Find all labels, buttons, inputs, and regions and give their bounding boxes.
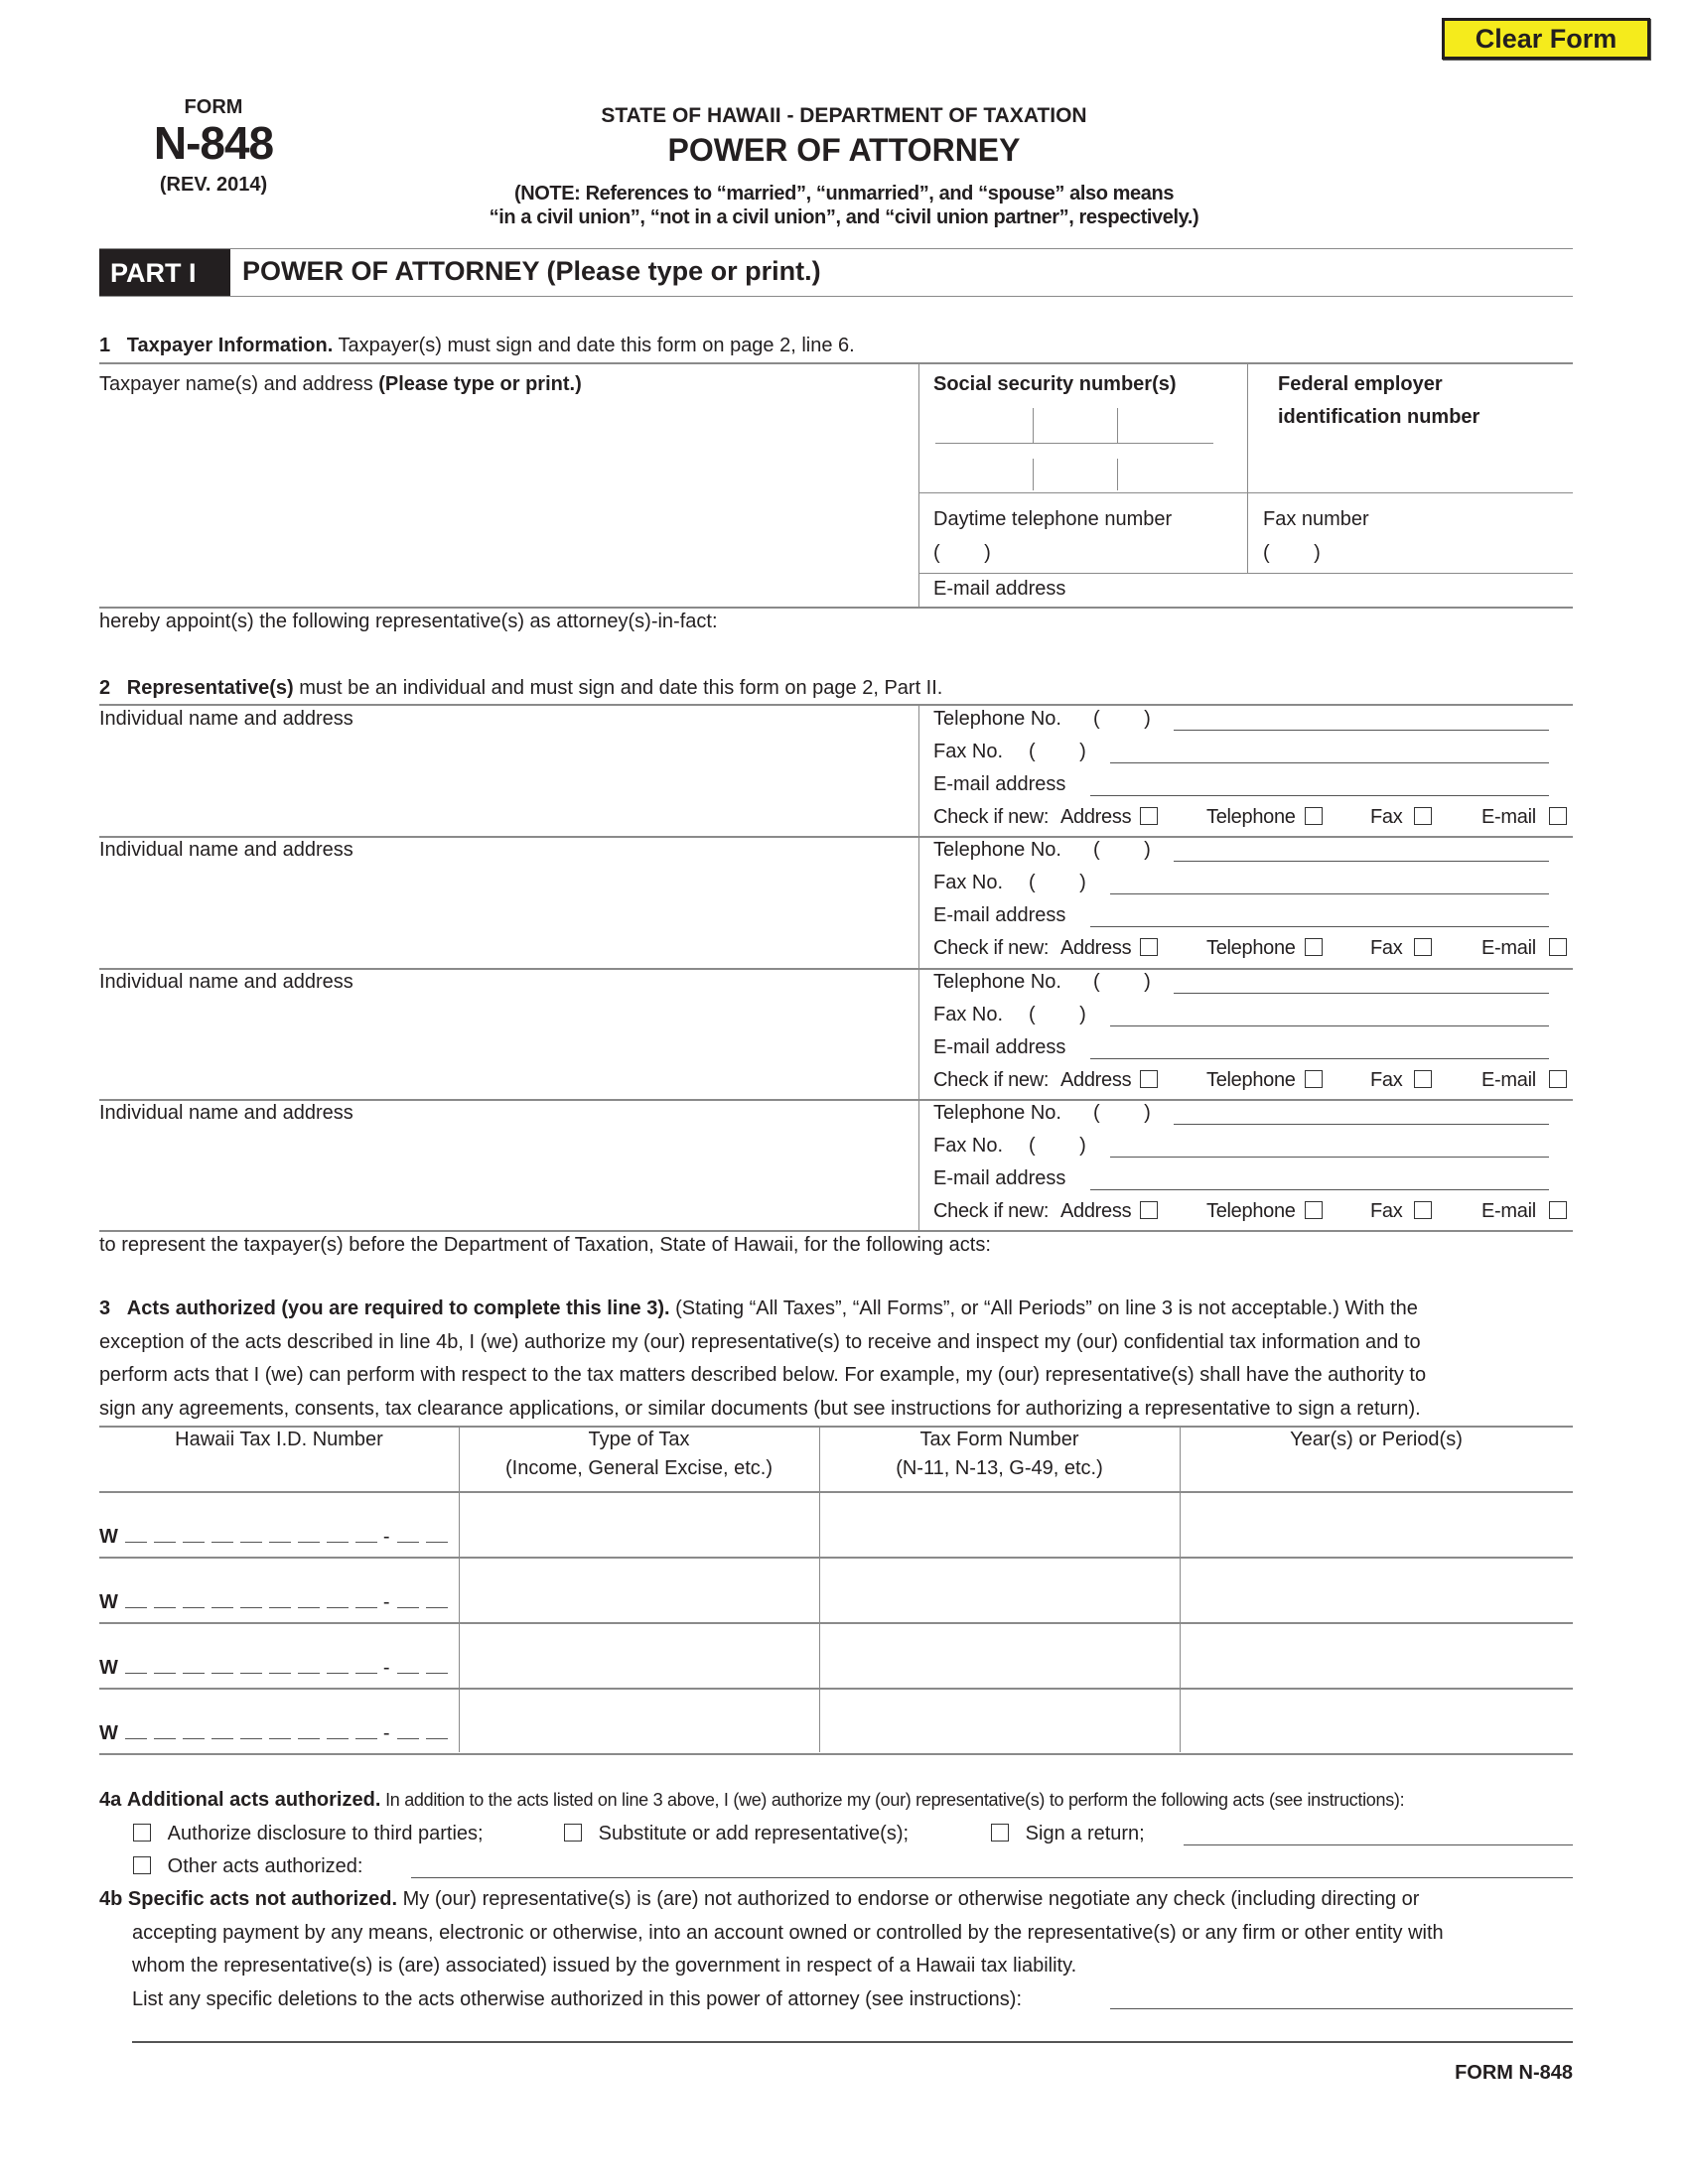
tax-id-field[interactable]: W - [99,1526,448,1549]
taxpayer-email-label: E-mail address [933,578,1066,600]
fein-input[interactable] [1278,437,1566,467]
rep-check-if-new-label: Check if new: [933,806,1050,828]
disclosure-checkbox[interactable] [133,1824,151,1842]
rep-check-fax-label: Fax [1370,806,1403,828]
form-revision: (REV. 2014) [159,174,268,196]
sign-return-input[interactable] [1184,1819,1573,1844]
ssn-input-1[interactable] [935,413,1213,441]
rep-fax-label: Fax No. [933,1003,1004,1025]
table-col-divider [1180,1427,1181,1752]
rep-phone-line [1174,1124,1549,1125]
rep-email-label: E-mail address [933,773,1066,795]
rep-check-if-new-label: Check if new: [933,937,1050,960]
rep-check-if-new-label: Check if new: [933,1068,1050,1091]
rep-check-fax-label: Fax [1370,937,1403,960]
daytime-phone-label: Daytime telephone number [933,508,1173,530]
rep-check-address-checkbox[interactable] [1140,938,1158,956]
taxpayer-name-address-input[interactable] [99,402,909,601]
rep-check-telephone-label: Telephone [1206,1068,1296,1091]
rep-check-address-label: Address [1060,937,1132,960]
rep-phone-parens: ( ) [1093,708,1151,730]
rep-fax-input[interactable] [1110,1003,1549,1024]
divider [99,704,1573,706]
fax-number-label: Fax number [1263,508,1369,530]
rep-phone-label: Telephone No. [933,970,1061,993]
part-title: POWER OF ATTORNEY (Please type or print.) [242,256,821,286]
option-disclosure: Authorize disclosure to third parties; [133,1823,484,1845]
rep-check-address-label: Address [1060,1199,1132,1222]
fax-number-input[interactable] [1337,540,1566,568]
rep-fax-label: Fax No. [933,1134,1004,1157]
rep-check-telephone-checkbox[interactable] [1305,807,1323,825]
rep-check-fax-label: Fax [1370,1199,1403,1222]
ssn-line [935,443,1213,444]
line3-heading: Acts authorized (you are required to complete this line 3). [126,1297,670,1319]
rep-phone-line [1174,861,1549,862]
rep-fax-parens: ( ) [1029,1003,1086,1025]
rep-fax-parens: ( ) [1029,1134,1086,1157]
sign-return-checkbox[interactable] [991,1824,1009,1842]
col-header-periods: Year(s) or Period(s) [1290,1429,1463,1450]
rep-phone-parens: ( ) [1093,970,1151,993]
divider [99,248,1573,249]
line4a-heading: 4a Additional acts authorized. In addition to the acts listed on line 3 above, I (we) authorize my (our) representative(s) to perform the following acts (see instructions): [99,1789,1405,1811]
rep-check-telephone-label: Telephone [1206,937,1296,960]
rep-email-input[interactable] [1090,903,1549,925]
rep-check-address-label: Address [1060,1068,1132,1091]
rep-check-telephone-checkbox[interactable] [1305,1070,1323,1088]
substitute-checkbox[interactable] [564,1824,582,1842]
rep-check-address-checkbox[interactable] [1140,1201,1158,1219]
sign-return-line [1184,1844,1573,1845]
rep-email-label: E-mail address [933,1166,1066,1189]
table-bottom-border [99,1753,1573,1755]
ssn-label: Social security number(s) [933,373,1177,395]
rep-name-address-input[interactable] [99,998,909,1093]
rep-check-email-label: E-mail [1481,1068,1536,1091]
rep-check-fax-checkbox[interactable] [1414,807,1432,825]
rep-check-fax-checkbox[interactable] [1414,1070,1432,1088]
rep-email-line [1090,795,1549,796]
ssn-input-2[interactable] [935,459,1213,486]
rep-check-telephone-checkbox[interactable] [1305,938,1323,956]
option-substitute: Substitute or add representative(s); [564,1823,909,1845]
rep-phone-input[interactable] [1174,838,1549,860]
daytime-phone-parens: ( ) [933,542,991,564]
tax-id-field[interactable]: W - [99,1722,448,1745]
rep-phone-input[interactable] [1174,1101,1549,1123]
deletions-input-2[interactable] [132,2015,1573,2040]
rep-phone-label: Telephone No. [933,1101,1061,1124]
taxpayer-name-label: Taxpayer name(s) and address (Please type or print.) [99,373,582,395]
form-number: N-848 [153,117,274,169]
tax-form-number-input[interactable] [823,1626,1176,1684]
taxpayer-email-input[interactable] [1087,576,1569,604]
rep-fax-line [1110,1025,1549,1026]
periods-input[interactable] [1184,1692,1569,1749]
rep-check-email-checkbox[interactable] [1549,938,1567,956]
rep-check-email-label: E-mail [1481,806,1536,828]
periods-input[interactable] [1184,1561,1569,1618]
divider [918,362,919,607]
deletions-line [1110,2008,1573,2009]
table-row-border [99,1688,1573,1690]
clear-form-button[interactable]: Clear Form [1442,18,1650,60]
rep-check-fax-checkbox[interactable] [1414,938,1432,956]
divider [99,1230,1573,1232]
rep-email-label: E-mail address [933,1035,1066,1058]
daytime-phone-input[interactable] [1008,540,1236,568]
rep-name-label: Individual name and address [99,839,353,862]
rep-phone-label: Telephone No. [933,708,1061,730]
rep-check-fax-checkbox[interactable] [1414,1201,1432,1219]
periods-input[interactable] [1184,1626,1569,1684]
line4b-paragraph: 4b Specific acts not authorized. My (our) representative(s) is (are) not authorized to endorse or otherwise negotiate any check (including directing or accepting payment by any means, electronic or otherwise, into an account owned or controlled by the representative(s) or any firm or other entity with whom the representative(s) is (are) associated) issued by the government in respect of a Hawaii tax liability. List any specific deletions to the acts otherwise authorized in this power of attorney (see instructions): [99,1888,1444,2010]
rep-fax-input[interactable] [1110,871,1549,892]
rep-check-email-label: E-mail [1481,937,1536,960]
other-acts-input[interactable] [411,1851,1573,1877]
divider [99,296,1573,297]
page-title: POWER OF ATTORNEY [667,132,1021,168]
deletions-line-2 [132,2041,1573,2043]
rep-phone-line [1174,730,1549,731]
tax-form-number-input[interactable] [823,1561,1176,1618]
table-header-border [99,1491,1573,1493]
rep-fax-input[interactable] [1110,740,1549,761]
col-header-type-of-tax: Type of Tax (Income, General Excise, etc.) [505,1429,773,1479]
divider [99,607,1573,609]
line1-text: Taxpayer(s) must sign and date this form on page 2, line 6. [333,335,855,356]
type-of-tax-input[interactable] [463,1692,815,1749]
rep-check-email-checkbox[interactable] [1549,1201,1567,1219]
rep-email-line [1090,1058,1549,1059]
rep-phone-parens: ( ) [1093,1101,1151,1124]
type-of-tax-input[interactable] [463,1561,815,1618]
rep-fax-input[interactable] [1110,1134,1549,1156]
divider [918,492,1573,493]
other-acts-line [411,1877,1573,1878]
line3-paragraph: 3 Acts authorized (you are required to complete this line 3). (Stating “All Taxes”, “All Forms”, or “All Periods” on line 3 is not acceptable.) With the exception of the acts described in line 4b, I (we) authorize my (our) representative(s) to receive and inspect my (our) confidential tax information and to perform acts that I (we) can perform with respect to the tax matters described below. For example, my (our) representative(s) shall have the authority to sign any agreements, consents, tax clearance applications, or similar documents (but see instructions for authorizing a representative to sign a return). [99,1297,1427,1420]
divider [99,362,1573,364]
note-line-1: (NOTE: References to “married”, “unmarried”, and “spouse” also means [513,183,1175,205]
rep-name-address-input[interactable] [99,735,909,830]
rep-phone-input[interactable] [1174,970,1549,992]
rep-fax-label: Fax No. [933,872,1004,894]
appoint-text: hereby appoint(s) the following representative(s) as attorney(s)-in-fact: [99,611,718,632]
rep-fax-line [1110,893,1549,894]
rep-check-address-checkbox[interactable] [1140,1070,1158,1088]
tax-id-field[interactable]: W - [99,1591,448,1614]
type-of-tax-input[interactable] [463,1626,815,1684]
rep-check-fax-label: Fax [1370,1068,1403,1091]
divider [1247,362,1248,573]
rep-email-input[interactable] [1090,1035,1549,1057]
rep-check-email-label: E-mail [1481,1199,1536,1222]
rep-fax-line [1110,1157,1549,1158]
rep-fax-parens: ( ) [1029,741,1086,762]
rep-email-input[interactable] [1090,1166,1549,1188]
note-line-2: “in a civil union”, “not in a civil union”, and “civil union partner”, respectively.) [489,206,1199,228]
form-label: FORM [184,96,243,118]
rep-phone-input[interactable] [1174,707,1549,729]
tax-form-number-input[interactable] [823,1692,1176,1749]
rep-name-label: Individual name and address [99,970,353,993]
tax-form-number-input[interactable] [823,1495,1176,1553]
rep-check-email-checkbox[interactable] [1549,807,1567,825]
rep-email-input[interactable] [1090,772,1549,794]
rep-email-line [1090,1189,1549,1190]
rep-fax-parens: ( ) [1029,872,1086,894]
option-other-acts: Other acts authorized: [133,1855,362,1878]
table-row-border [99,1557,1573,1559]
rep-phone-label: Telephone No. [933,839,1061,862]
fein-label-line1: Federal employer [1278,373,1443,395]
fax-number-parens: ( ) [1263,542,1321,564]
agency-name: STATE OF HAWAII - DEPARTMENT OF TAXATION [601,104,1087,127]
rep-phone-line [1174,993,1549,994]
rep-check-if-new-label: Check if new: [933,1199,1050,1222]
table-row-border [99,1622,1573,1624]
col-header-form-number: Tax Form Number (N-11, N-13, G-49, etc.) [896,1429,1103,1479]
rep-check-telephone-label: Telephone [1206,1199,1296,1222]
option-sign-return: Sign a return; [991,1823,1145,1845]
line1-heading: 1 Taxpayer Information. Taxpayer(s) must sign and date this form on page 2, line 6. [99,335,855,356]
rep-fax-line [1110,762,1549,763]
rep-check-telephone-checkbox[interactable] [1305,1201,1323,1219]
rep-check-address-label: Address [1060,806,1132,828]
rep-email-line [1090,926,1549,927]
line4b-heading: Specific acts not authorized. [127,1888,398,1910]
rep-name-address-input[interactable] [99,866,909,961]
fein-label-line2: identification number [1278,406,1480,428]
rep-name-address-input[interactable] [99,1129,909,1224]
rep-fax-label: Fax No. [933,741,1004,762]
represent-text: to represent the taxpayer(s) before the Department of Taxation, State of Hawaii, for the following acts: [99,1234,991,1256]
rep-name-label: Individual name and address [99,1101,353,1124]
col-header-tax-id: Hawaii Tax I.D. Number [175,1429,383,1450]
rep-email-label: E-mail address [933,904,1066,927]
tax-id-field[interactable]: W - [99,1657,448,1680]
divider [918,573,1573,574]
deletions-input[interactable] [1110,1983,1573,2008]
rep-name-label: Individual name and address [99,708,353,730]
other-acts-checkbox[interactable] [133,1856,151,1874]
rep-phone-parens: ( ) [1093,839,1151,862]
rep-check-telephone-label: Telephone [1206,806,1296,828]
footer-form-id: FORM N-848 [1455,2062,1573,2084]
line2-heading: 2 Representative(s) must be an individual and must sign and date this form on page 2, Part II. [99,677,943,699]
part-badge: PART I [99,249,230,297]
rep-check-email-checkbox[interactable] [1549,1070,1567,1088]
type-of-tax-input[interactable] [463,1495,815,1553]
rep-check-address-checkbox[interactable] [1140,807,1158,825]
line1-heading-text: Taxpayer Information. [126,335,334,356]
periods-input[interactable] [1184,1495,1569,1553]
